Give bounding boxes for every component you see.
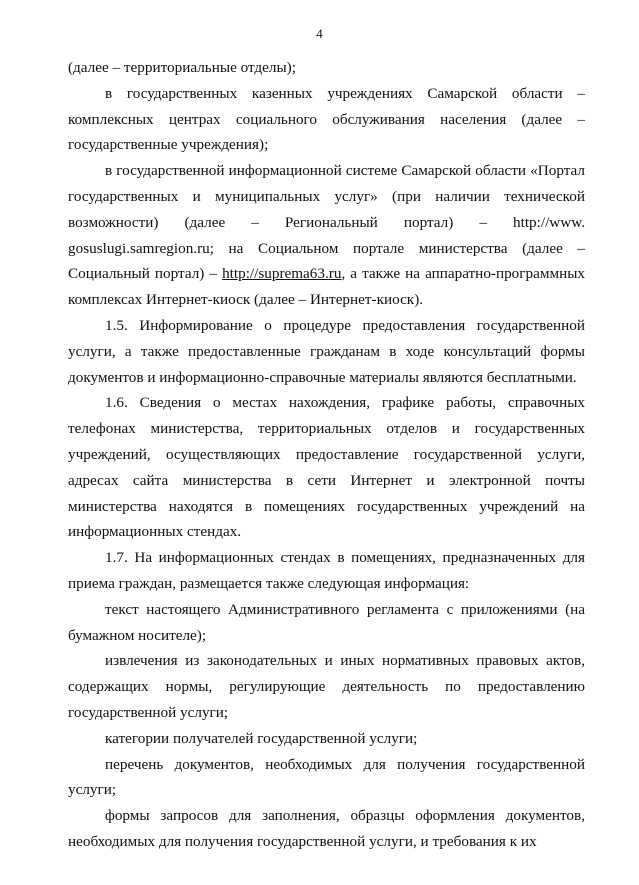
paragraph-1-5: 1.5. Информирование о процедуре предоставления государственной услуги, а также предоставленные гражданам в ходе консультаций формы документов и информационно-справочные материалы являются бесплатными.: [68, 316, 585, 386]
paragraph-1-6: 1.6. Сведения о местах нахождения, графике работы, справочных телефонах министерства, территориальных отделов и государственных учреждений, осуществляющих предоставление государственной услуги, адресах сайта министерства в сети Интернет и электронной почты министерства находятся в помещениях государственных учреждений на информационных стендах.: [68, 394, 585, 541]
regional-portal-text: в государственной информационной системе Самарской области «Портал государственных и муниципальных услуг» (при наличии технической возможности) (далее – Региональный портал) – http://www. gosuslugi.samregion.ru; на Социальном портале министерства (далее – Социальный портал) –: [68, 162, 585, 283]
social-portal-link[interactable]: http://suprema63.ru: [222, 265, 342, 283]
paragraph-1-7: 1.7. На информационных стендах в помещениях, предназначенных для приема граждан, размещается также следующая информация:: [68, 549, 585, 592]
list-item-legal-extracts: извлечения из законодательных и иных нормативных правовых актов, содержащих нормы, регулирующие деятельность по предоставлению государственной услуги;: [68, 652, 585, 721]
list-item-request-forms: формы запросов для заполнения, образцы оформления документов, необходимых для получения государственной услуги, и требования к их: [68, 807, 585, 850]
list-item-document-list: перечень документов, необходимых для получения государственной услуги;: [68, 755, 585, 799]
page-number: 4: [316, 26, 323, 41]
paragraph-regional-portal: [68, 158, 585, 313]
list-item-recipient-categories: категории получателей государственной услуги;: [105, 729, 418, 747]
paragraph-state-institutions: в государственных казенных учреждениях Самарской области – комплексных центрах социального обслуживания населения (далее – государственные учреждения);: [68, 84, 585, 154]
list-item-regulation-text: текст настоящего Административного регламента с приложениями (на бумажном носителе);: [68, 600, 585, 644]
paragraph-territorial-departments: (далее – территориальные отделы);: [68, 59, 296, 76]
internet-kiosk-text: , а также на аппаратно-программных комплексах Интернет-киоск (далее – Интернет-киоск).: [68, 265, 585, 309]
document-body: [68, 55, 585, 855]
